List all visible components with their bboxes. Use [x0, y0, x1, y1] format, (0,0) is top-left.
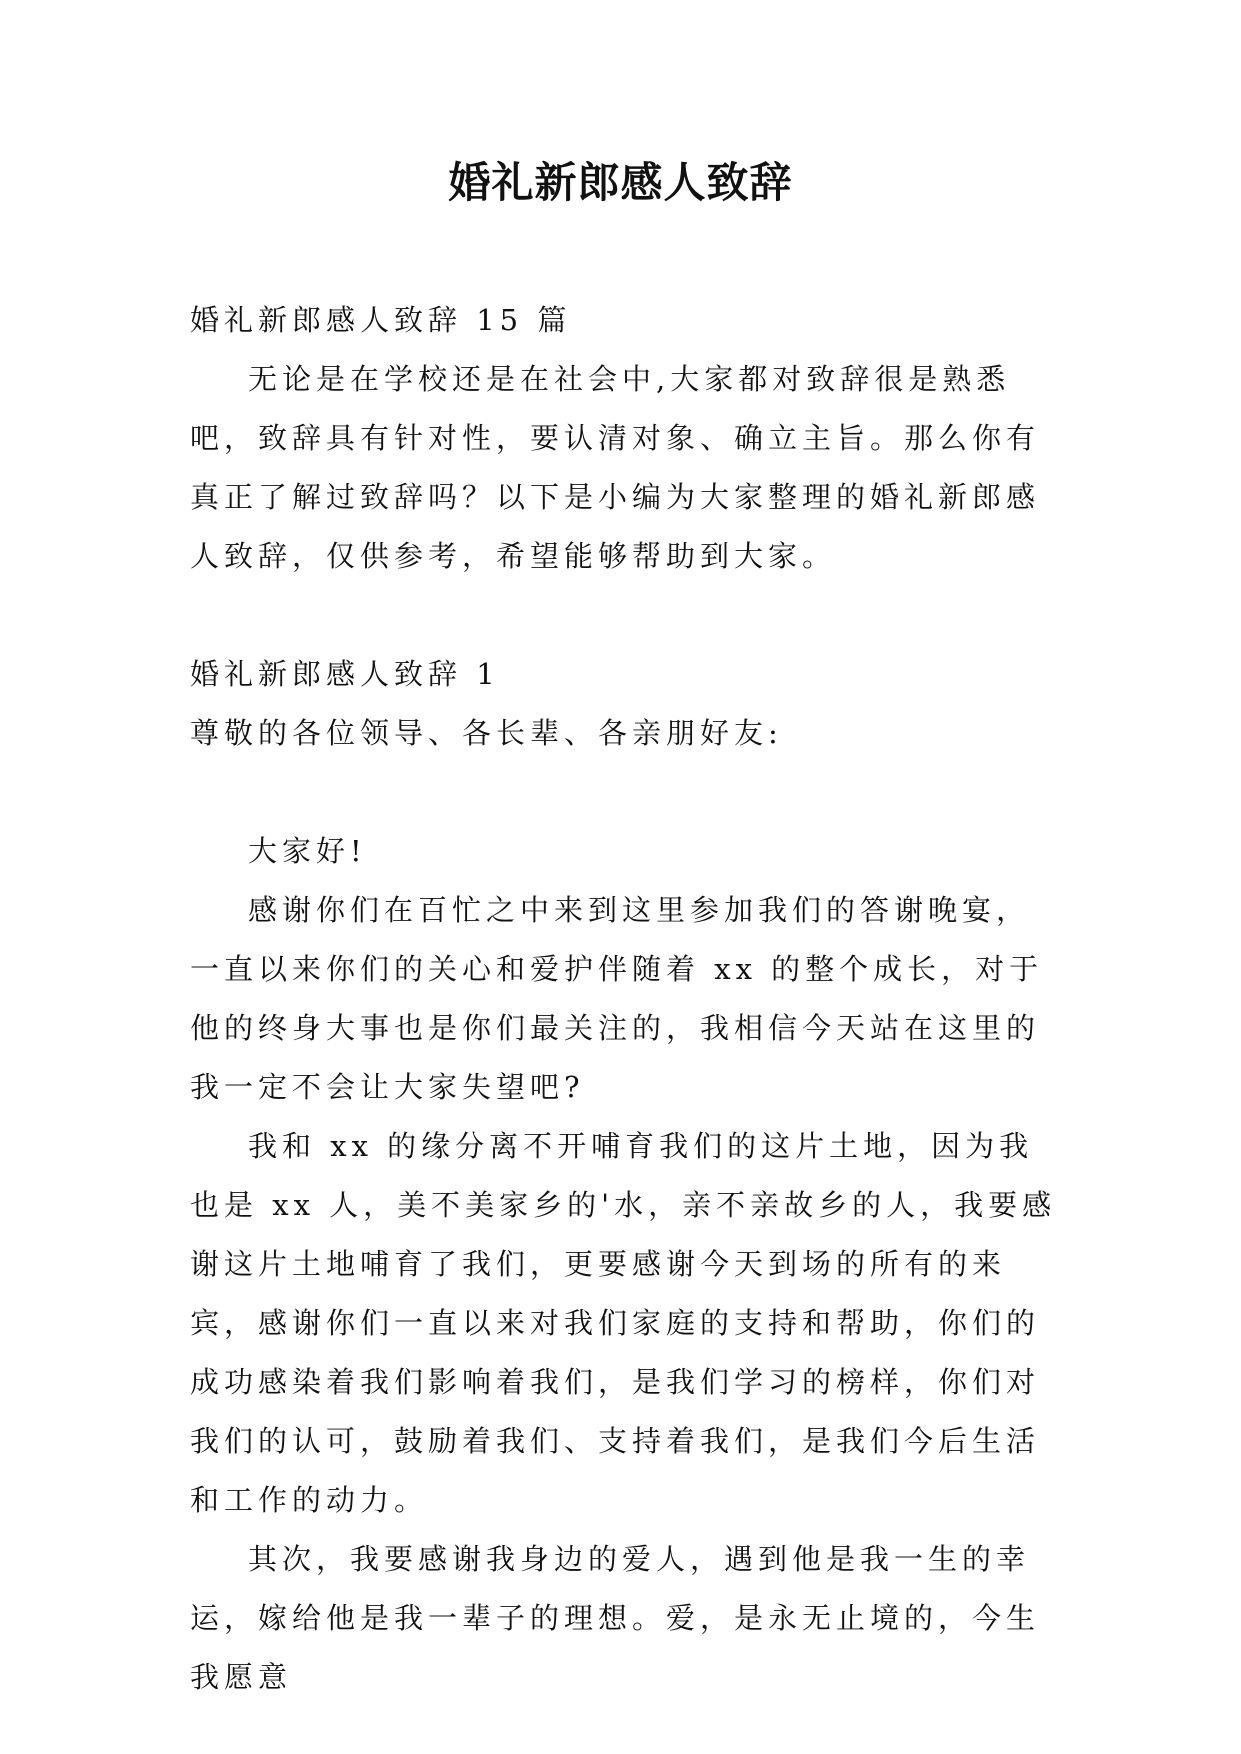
body-paragraph: 感谢你们在百忙之中来到这里参加我们的答谢晚宴，一直以来你们的关心和爱护伴随着 xx 的整个成长，对于他的终身大事也是你们最关注的，我相信今天站在这里的我一定不会让大家失望吧?	[190, 893, 1044, 1104]
salutation: 尊敬的各位领导、各长辈、各亲朋好友:	[190, 716, 783, 750]
document-body	[190, 291, 1060, 1707]
document-subtitle: 婚礼新郎感人致辞 15 篇	[190, 303, 572, 337]
greeting: 大家好!	[248, 834, 367, 868]
spacer	[190, 763, 1060, 822]
document-title: 婚礼新郎感人致辞	[448, 158, 793, 207]
body-paragraph: 其次，我要感谢我身边的爱人，遇到他是我一生的幸运，嫁给他是我一辈子的理想。爱，是永无止境的，今生我愿意	[190, 1542, 1041, 1694]
body-paragraph: 我和 xx 的缘分离不开哺育我们的这片土地，因为我也是 xx 人，美不美家乡的'水，亲不亲故乡的人，我要感谢这片土地哺育了我们，更要感谢今天到场的所有的来宾，感谢你们一直以来对我们家庭的支持和帮助，你们的成功感染着我们影响着我们，是我们学习的榜样，你们对我们的认可，鼓励着我们、支持着我们，是我们今后生活和工作的动力。	[190, 1129, 1057, 1517]
intro-paragraph: 无论是在学校还是在社会中,大家都对致辞很是熟悉吧，致辞具有针对性，要认清对象、确立主旨。那么你有真正了解过致辞吗？以下是小编为大家整理的婚礼新郎感人致辞，仅供参考，希望能够帮助到大家。	[190, 362, 1041, 573]
section-heading: 婚礼新郎感人致辞 1	[190, 657, 500, 691]
spacer	[190, 586, 1060, 645]
